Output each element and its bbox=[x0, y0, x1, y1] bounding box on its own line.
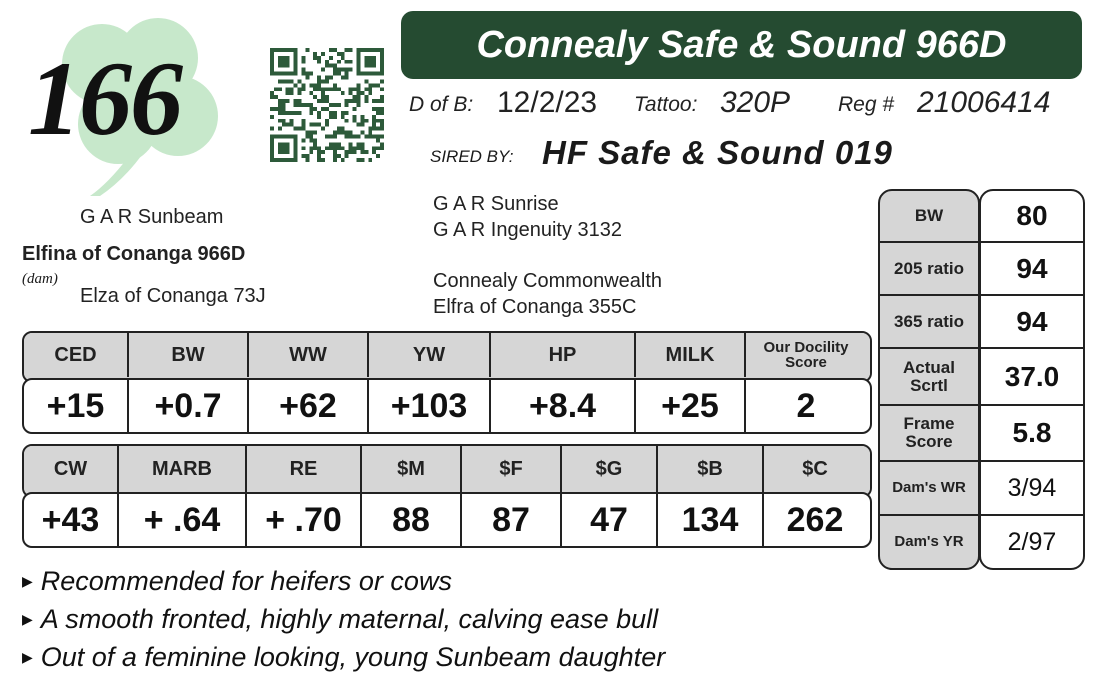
bullet-triangle-icon: ▶ bbox=[22, 648, 33, 665]
stat-label-dam-wr: Dam's WR bbox=[880, 462, 978, 516]
epd-table-2-values bbox=[22, 492, 872, 548]
epd-table-2-header bbox=[22, 444, 872, 498]
sired-by-label: SIRED BY: bbox=[430, 147, 514, 166]
note-text: Out of a feminine looking, young Sunbeam daughter bbox=[40, 641, 666, 672]
stat-value-dam-yr: 2/97 bbox=[1007, 527, 1057, 556]
epd-header-m: $M bbox=[362, 446, 462, 492]
notes-list bbox=[22, 562, 665, 676]
epd-header-g: $G bbox=[562, 446, 658, 492]
stat-value-dam-wr: 3/94 bbox=[981, 462, 1083, 516]
tattoo-label: Tattoo: bbox=[634, 93, 698, 116]
lot-number: 166 bbox=[28, 40, 181, 157]
reg-label: Reg # bbox=[838, 93, 895, 116]
stat-label-frame: Frame Score bbox=[880, 406, 978, 462]
sire-sire: G A R Sunrise bbox=[433, 193, 559, 215]
epd-value-c: 262 bbox=[786, 500, 844, 539]
animal-title: Connealy Safe & Sound 966D bbox=[401, 11, 1082, 79]
epd-header-cw: CW bbox=[24, 446, 119, 492]
epd-header-hp: HP bbox=[491, 333, 636, 377]
sire-dam: G A R Ingenuity 3132 bbox=[433, 219, 623, 241]
epd-table-1-header bbox=[22, 331, 872, 383]
note-item bbox=[22, 562, 665, 600]
stat-value-scrtl: 37.0 bbox=[981, 349, 1083, 406]
dam-sire: G A R Sunbeam bbox=[80, 206, 224, 228]
epd-header-re: RE bbox=[247, 446, 362, 492]
epd-header-docility: Our Docility Score bbox=[763, 339, 849, 371]
epd-header-c: $C bbox=[802, 457, 828, 480]
stat-value-bw: 80 bbox=[981, 191, 1083, 243]
epd-value-f: 87 bbox=[462, 494, 562, 546]
stats-values bbox=[979, 189, 1085, 570]
qr-code bbox=[268, 48, 386, 162]
stat-value-365: 94 bbox=[981, 296, 1083, 349]
reg-value: 21006414 bbox=[917, 86, 1051, 119]
stat-value-205: 94 bbox=[981, 243, 1083, 296]
epd-value-m: 88 bbox=[362, 494, 462, 546]
epd-header-b: $B bbox=[658, 446, 764, 492]
epd-header-ww: WW bbox=[249, 333, 369, 377]
stat-label-205: 205 ratio bbox=[880, 243, 978, 296]
dam-dam: Elza of Conanga 73J bbox=[80, 285, 266, 307]
stat-value-frame: 5.8 bbox=[981, 406, 1083, 462]
stat-label-scrtl: Actual Scrtl bbox=[880, 349, 978, 406]
dob-value: 12/2/23 bbox=[497, 86, 598, 119]
epd-header-marb: MARB bbox=[119, 446, 247, 492]
bullet-triangle-icon: ▶ bbox=[22, 610, 33, 627]
note-text: A smooth fronted, highly maternal, calving ease bull bbox=[40, 603, 659, 634]
epd-header-f: $F bbox=[462, 446, 562, 492]
stats-labels bbox=[878, 189, 980, 570]
stat-label-365: 365 ratio bbox=[880, 296, 978, 349]
epd-value-ww: +62 bbox=[249, 380, 369, 432]
sire-name: HF Safe & Sound 019 bbox=[542, 134, 893, 171]
maternal-sire: Connealy Commonwealth bbox=[433, 270, 663, 292]
note-item bbox=[22, 600, 665, 638]
dob-label: D of B: bbox=[409, 93, 474, 116]
stat-label-bw: BW bbox=[880, 191, 978, 243]
stat-label-dam-yr: Dam's YR bbox=[894, 533, 964, 551]
dam-tag: (dam) bbox=[22, 271, 58, 287]
epd-header-ced: CED bbox=[24, 333, 129, 377]
bullet-triangle-icon: ▶ bbox=[22, 572, 33, 589]
epd-value-bw: +0.7 bbox=[129, 380, 249, 432]
epd-value-b: 134 bbox=[658, 494, 764, 546]
note-item bbox=[22, 638, 665, 676]
epd-value-hp: +8.4 bbox=[491, 380, 636, 432]
epd-value-docility: 2 bbox=[796, 386, 816, 425]
note-text: Recommended for heifers or cows bbox=[40, 565, 452, 596]
epd-table-1-values bbox=[22, 378, 872, 434]
epd-header-milk: MILK bbox=[636, 333, 746, 377]
epd-value-marb: + .64 bbox=[119, 494, 247, 546]
epd-value-ced: +15 bbox=[24, 380, 129, 432]
epd-value-re: + .70 bbox=[247, 494, 362, 546]
epd-header-yw: YW bbox=[369, 333, 491, 377]
epd-value-yw: +103 bbox=[369, 380, 491, 432]
tattoo-value: 320P bbox=[720, 86, 791, 119]
epd-value-g: 47 bbox=[562, 494, 658, 546]
dam-name: Elfina of Conanga 966D bbox=[22, 243, 246, 265]
maternal-dam: Elfra of Conanga 355C bbox=[433, 296, 637, 318]
epd-value-cw: +43 bbox=[24, 494, 119, 546]
epd-header-bw: BW bbox=[129, 333, 249, 377]
epd-value-milk: +25 bbox=[636, 380, 746, 432]
